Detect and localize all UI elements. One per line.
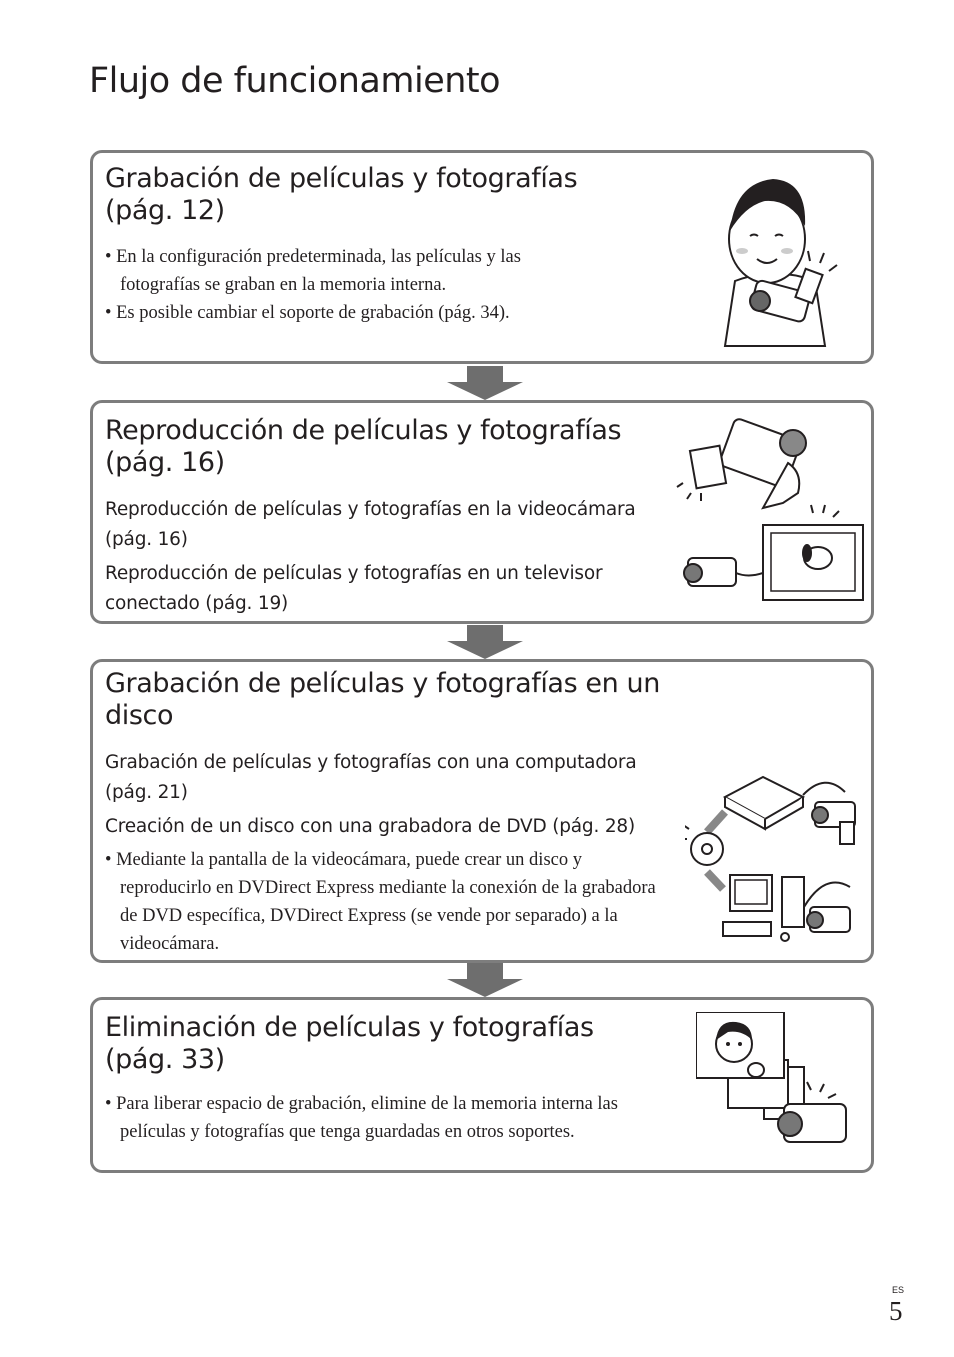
- section-items: [105, 495, 665, 619]
- section-recording: [90, 150, 874, 364]
- section-bullets: [105, 243, 595, 327]
- item: Reproducción de películas y fotografías en un televisor conectado (pág. 19): [105, 563, 603, 614]
- section-title: Eliminación de películas y fotografías (pág. 33): [105, 1012, 594, 1075]
- arrow-down-icon: [447, 366, 523, 400]
- section-disc: [90, 659, 874, 963]
- item: Reproducción de películas y fotografías en la videocámara (pág. 16): [105, 499, 636, 550]
- item: Grabación de películas y fotografías con una computadora (pág. 21): [105, 752, 637, 803]
- bullet-item: • Es posible cambiar el soporte de grabación (pág. 34).: [105, 303, 510, 323]
- section-playback: [90, 400, 874, 624]
- section-bullets: [105, 846, 665, 958]
- item: Creación de un disco con una grabadora de DVD (pág. 28): [105, 816, 635, 837]
- bullet-item: • Mediante la pantalla de la videocámara, puede crear un disco y reproducirlo en DVDirect Express mediante la conexión de la grabadora de DVD específica, DVDirect Express (se vende por separado) a la videocámara.: [105, 850, 656, 954]
- page-number: 5: [889, 1296, 903, 1326]
- photo-deletion-illustration: [696, 1012, 856, 1152]
- arrow-down-icon: [447, 625, 523, 659]
- section-title: Reproducción de películas y fotografías (pág. 16): [105, 415, 622, 478]
- camcorder-tv-illustration: [673, 413, 868, 603]
- arrow-down-icon: [447, 963, 523, 997]
- section-items: [105, 748, 665, 842]
- page-title: Flujo de funcionamiento: [89, 61, 501, 102]
- section-title: Grabación de películas y fotografías en un disco: [105, 668, 660, 731]
- bullet-item: • Para liberar espacio de grabación, elimine de la memoria interna las películas y fotografías que tenga guardadas en otros soportes.: [105, 1094, 618, 1142]
- bullet-item: • En la configuración predeterminada, las películas y las fotografías se graban en la memoria interna.: [105, 247, 521, 295]
- person-recording-illustration: [705, 171, 845, 356]
- language-code: ES: [892, 1285, 905, 1295]
- disc-creation-illustration: [685, 767, 870, 952]
- section-title: Grabación de películas y fotografías (pág. 12): [105, 163, 578, 226]
- section-deletion: [90, 997, 874, 1173]
- section-bullets: [105, 1090, 665, 1146]
